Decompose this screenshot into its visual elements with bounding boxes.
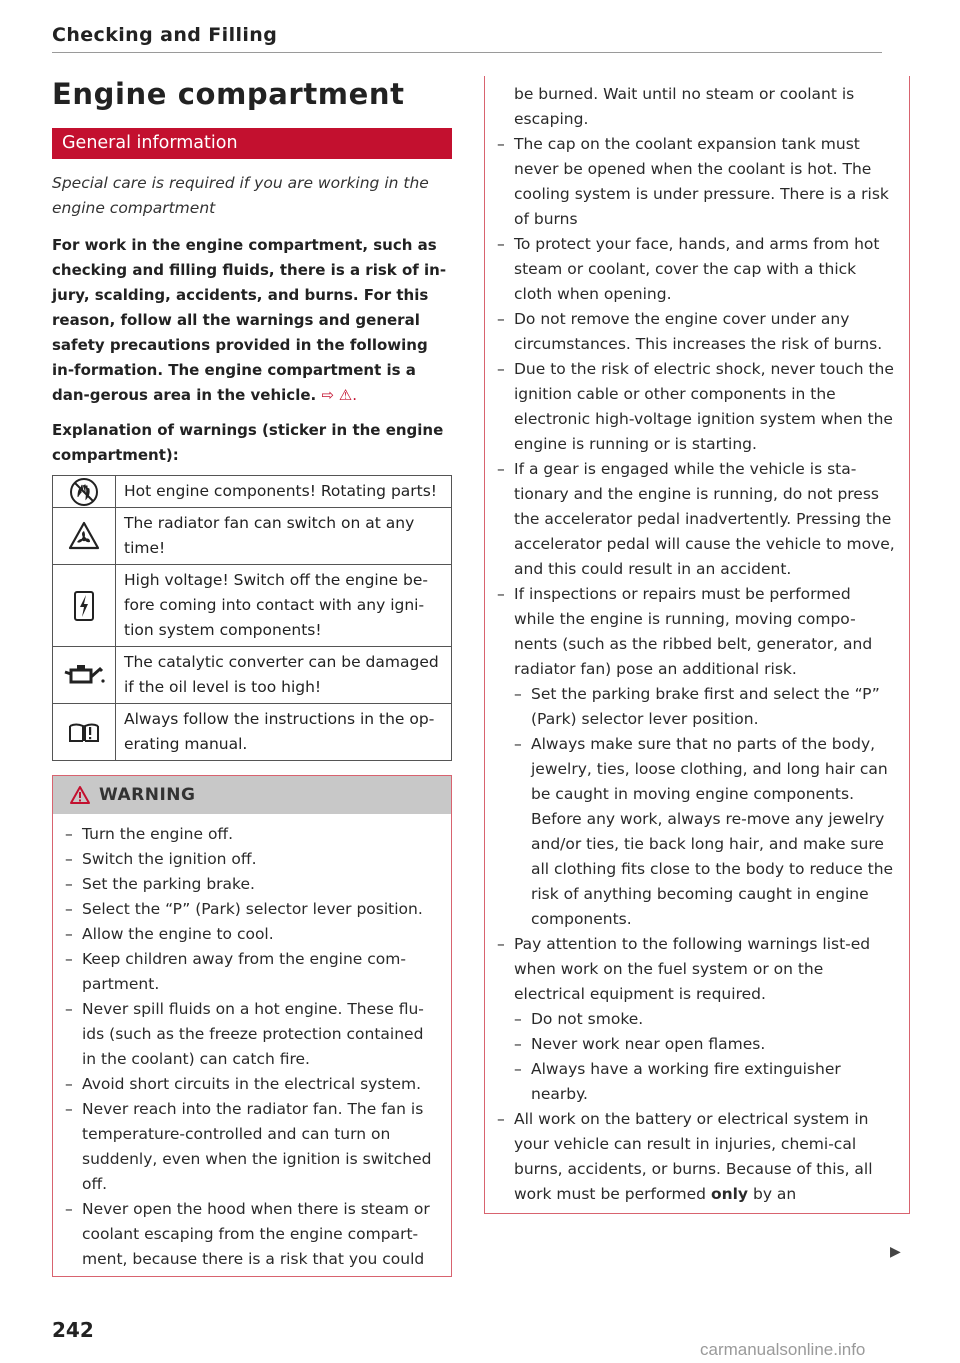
sticker-text: Always follow the instructions in the op-erating manual. bbox=[116, 704, 452, 761]
sticker-row bbox=[53, 476, 452, 508]
safety-paragraph bbox=[52, 233, 452, 408]
header-rule bbox=[52, 52, 882, 53]
warning-item: – Set the parking brake. bbox=[65, 872, 437, 897]
inspection-sublist bbox=[514, 682, 895, 932]
section-heading: General information bbox=[52, 128, 452, 159]
warning-subitem: – Always make sure that no parts of the body, jewelry, ties, loose clothing, and long hair can be caught in moving engine components. Before any work, always re-move any jewelry and/or ties, tie back long hair, and make sure all clothing fits close to the body to reduce the risk of anything becoming caught in engine components. bbox=[514, 732, 895, 932]
sticker-table bbox=[52, 475, 452, 761]
sticker-row bbox=[53, 508, 452, 565]
warning-subitem: – Always have a working fire extinguisher nearby. bbox=[514, 1057, 895, 1107]
warning-subitem: – Never work near open flames. bbox=[514, 1032, 895, 1057]
high-voltage-icon bbox=[73, 590, 95, 622]
hot-hand-icon bbox=[69, 477, 99, 507]
warning-item: – Never spill fluids on a hot engine. These flu-ids (such as the freeze protection contained in the coolant) can catch fire. bbox=[65, 997, 437, 1072]
page-number: 242 bbox=[52, 1318, 94, 1342]
warning-item bbox=[497, 932, 895, 1107]
left-column bbox=[52, 70, 452, 1277]
watermark: carmanualsonline.info bbox=[700, 1340, 866, 1359]
warning-item: – Switch the ignition off. bbox=[65, 847, 437, 872]
sticker-text: Hot engine components! Rotating parts! bbox=[116, 476, 452, 508]
warning-item bbox=[497, 582, 895, 932]
battery-text: All work on the battery or electrical system in your vehicle can result in injuries, chemi-cal burns, accidents, or burns. Because of this, all work must be performed bbox=[514, 1110, 873, 1203]
warning-item: – Keep children away from the engine com-partment. bbox=[65, 947, 437, 997]
warning-item: – The cap on the coolant expansion tank must never be opened when the coolant is hot. The cooling system is under pressure. There is a risk of burns bbox=[497, 132, 895, 232]
sticker-row bbox=[53, 704, 452, 761]
intro-text: Special care is required if you are working in the engine compartment bbox=[52, 174, 429, 217]
sticker-heading: Explanation of warnings (sticker in the engine compartment): bbox=[52, 421, 444, 464]
warning-item: – To protect your face, hands, and arms from hot steam or coolant, cover the cap with a thick cloth when opening. bbox=[497, 232, 895, 307]
warning-triangle-icon bbox=[69, 785, 91, 805]
battery-text-end: by an bbox=[748, 1185, 797, 1203]
warning-item: – If a gear is engaged while the vehicle is sta-tionary and the engine is running, do not press the accelerator pedal inadvertently. Pressing the accelerator pedal will cause the vehicle to move, and this could result in an accident. bbox=[497, 457, 895, 582]
warning-item: – Allow the engine to cool. bbox=[65, 922, 437, 947]
warning-item: – Due to the risk of electric shock, never touch the ignition cable or other components in the electronic high-voltage ignition system when the engine is running or is starting. bbox=[497, 357, 895, 457]
sticker-text: The radiator fan can switch on at any time! bbox=[116, 508, 452, 565]
page-title: Engine compartment bbox=[52, 77, 405, 111]
warning-item: – Turn the engine off. bbox=[65, 822, 437, 847]
oil-can-icon bbox=[63, 663, 105, 687]
warning-header bbox=[53, 776, 451, 814]
warning-box bbox=[52, 775, 452, 1277]
safety-paragraph-text: For work in the engine compartment, such as checking and filling fluids, there is a risk of in-jury, scalding, accidents, and burns. For this reason, follow all the warnings and general safety precautions provided in the following in-formation. The engine compartment is a dan-gerous area in the vehicle. bbox=[52, 236, 447, 404]
sticker-text: The catalytic converter can be damaged if the oil level is too high! bbox=[116, 647, 452, 704]
manual-book-icon bbox=[67, 720, 101, 744]
fuel-text: Pay attention to the following warnings list-ed when work on the fuel system or on the electrical equipment is required. bbox=[514, 935, 871, 1003]
warning-item: – Never reach into the radiator fan. The fan is temperature-controlled and can turn on suddenly, even when the ignition is switched off. bbox=[65, 1097, 437, 1197]
warning-subitem: – Set the parking brake first and select the “P” (Park) selector lever position. bbox=[514, 682, 895, 732]
warning-item: – Avoid short circuits in the electrical system. bbox=[65, 1072, 437, 1097]
warning-item: – Never open the hood when there is steam or coolant escaping from the engine compart-ment, because there is a risk that you could bbox=[65, 1197, 437, 1272]
sticker-row bbox=[53, 647, 452, 704]
inspection-text: If inspections or repairs must be performed while the engine is running, moving compo-nents (such as the ribbed belt, generator, and radiator fan) pose an additional risk. bbox=[514, 585, 873, 678]
warning-item bbox=[497, 1107, 895, 1207]
running-header: Checking and Filling bbox=[52, 24, 278, 46]
warning-label: WARNING bbox=[99, 785, 196, 805]
warning-subitem: – Do not smoke. bbox=[514, 1007, 895, 1032]
sticker-row bbox=[53, 565, 452, 647]
sticker-text: High voltage! Switch off the engine be-fore coming into contact with any igni-tion system components! bbox=[116, 565, 452, 647]
warning-item: – Select the “P” (Park) selector lever position. bbox=[65, 897, 437, 922]
warning-continuation-text: be burned. Wait until no steam or coolant is escaping. bbox=[514, 85, 855, 128]
warning-item: – Do not remove the engine cover under any circumstances. This increases the risk of burns. bbox=[497, 307, 895, 357]
battery-text-bold: only bbox=[710, 1185, 749, 1203]
fuel-sublist bbox=[514, 1007, 895, 1107]
warning-list bbox=[65, 822, 437, 1272]
fan-warning-icon bbox=[68, 521, 100, 551]
next-page-arrow-icon[interactable]: ▶ bbox=[890, 1244, 901, 1260]
warning-continuation-box bbox=[484, 76, 910, 1214]
warning-list-continued bbox=[497, 132, 895, 1207]
warning-reference[interactable]: ⇨ ⚠. bbox=[321, 386, 358, 404]
